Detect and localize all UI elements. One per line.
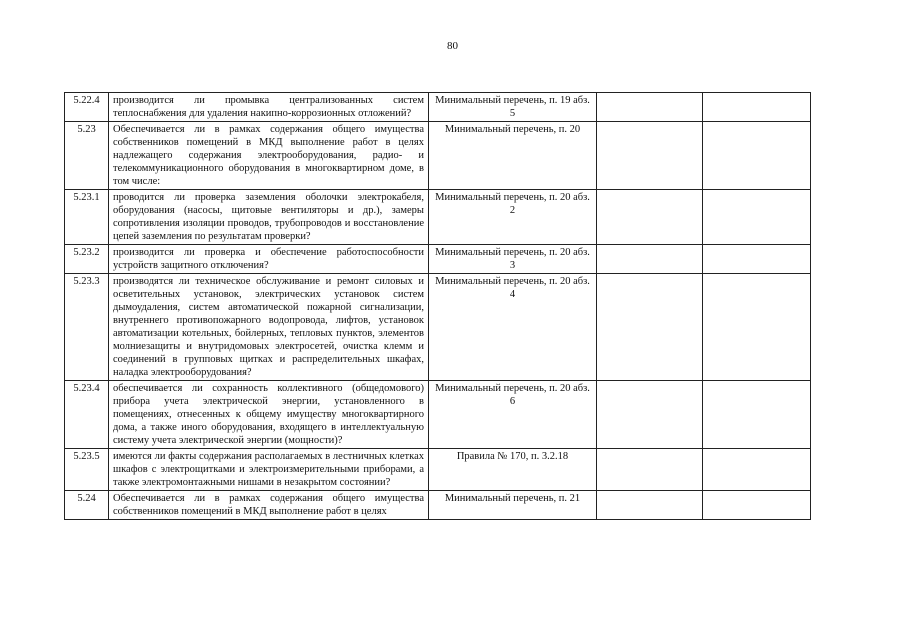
- row-reference: Минимальный перечень, п. 20 абз. 4: [429, 274, 597, 381]
- answer-cell[interactable]: [597, 122, 703, 190]
- note-cell[interactable]: [703, 381, 811, 449]
- row-question: Обеспечивается ли в рамках содержания общего имущества собственников помещений в МКД выполнение работ в целях: [109, 491, 429, 520]
- row-number: 5.23.5: [65, 449, 109, 491]
- row-reference: Минимальный перечень, п. 20 абз. 2: [429, 190, 597, 245]
- table-row: [65, 93, 811, 122]
- answer-cell[interactable]: [597, 245, 703, 274]
- row-reference: Правила № 170, п. 3.2.18: [429, 449, 597, 491]
- table-row: [65, 381, 811, 449]
- note-cell[interactable]: [703, 190, 811, 245]
- row-reference: Минимальный перечень, п. 21: [429, 491, 597, 520]
- answer-cell[interactable]: [597, 491, 703, 520]
- answer-cell[interactable]: [597, 274, 703, 381]
- row-question: производятся ли техническое обслуживание и ремонт силовых и осветительных установок, электрических установок систем дымоудаления, систем автоматической пожарной сигнализации, внутреннего противопожарного водопровода, лифтов, установок автоматизации котельных, бойлерных, тепловых пунктов, элементов молниезащиты и внутридомовых электросетей, очистка клемм и соединений в групповых щитках и распределительных шкафах, наладка электрооборудования?: [109, 274, 429, 381]
- answer-cell[interactable]: [597, 93, 703, 122]
- row-number: 5.24: [65, 491, 109, 520]
- answer-cell[interactable]: [597, 381, 703, 449]
- row-question: имеются ли факты содержания располагаемых в лестничных клетках шкафов с электрощитками и электроизмерительными приборами, а также электромонтажными нишами в незакрытом состоянии?: [109, 449, 429, 491]
- table-row: [65, 274, 811, 381]
- note-cell[interactable]: [703, 491, 811, 520]
- row-number: 5.23: [65, 122, 109, 190]
- note-cell[interactable]: [703, 122, 811, 190]
- table-row: [65, 449, 811, 491]
- note-cell[interactable]: [703, 449, 811, 491]
- page-number: 80: [447, 40, 458, 52]
- row-reference: Минимальный перечень, п. 20: [429, 122, 597, 190]
- table-row: [65, 245, 811, 274]
- row-number: 5.23.1: [65, 190, 109, 245]
- note-cell[interactable]: [703, 245, 811, 274]
- row-question: производится ли промывка централизованных систем теплоснабжения для удаления накипно-коррозионных отложений?: [109, 93, 429, 122]
- table-row: [65, 491, 811, 520]
- note-cell[interactable]: [703, 93, 811, 122]
- row-reference: Минимальный перечень, п. 20 абз. 3: [429, 245, 597, 274]
- row-number: 5.23.3: [65, 274, 109, 381]
- table-row: [65, 190, 811, 245]
- checklist-table: [64, 92, 811, 520]
- row-number: 5.22.4: [65, 93, 109, 122]
- answer-cell[interactable]: [597, 190, 703, 245]
- row-number: 5.23.2: [65, 245, 109, 274]
- note-cell[interactable]: [703, 274, 811, 381]
- row-reference: Минимальный перечень, п. 19 абз. 5: [429, 93, 597, 122]
- row-question: производится ли проверка и обеспечение работоспособности устройств защитного отключения?: [109, 245, 429, 274]
- row-reference: Минимальный перечень, п. 20 абз. 6: [429, 381, 597, 449]
- table-row: [65, 122, 811, 190]
- row-question: обеспечивается ли сохранность коллективного (общедомового) прибора учета электрической энергии, установленного в помещениях, отнесенных к общему имуществу многоквартирного дома, а также иного оборудования, входящего в интеллектуальную систему учета электрической энергии (мощности)?: [109, 381, 429, 449]
- answer-cell[interactable]: [597, 449, 703, 491]
- row-question: проводится ли проверка заземления оболочки электрокабеля, оборудования (насосы, щитовые вентиляторы и др.), замеры сопротивления изоляции проводов, трубопроводов и восстановление цепей заземления по результатам проверки?: [109, 190, 429, 245]
- row-question: Обеспечивается ли в рамках содержания общего имущества собственников помещений в МКД выполнение работ в целях надлежащего содержания электрооборудования, радио- и телекоммуникационного оборудования в многоквартирном доме, в том числе:: [109, 122, 429, 190]
- row-number: 5.23.4: [65, 381, 109, 449]
